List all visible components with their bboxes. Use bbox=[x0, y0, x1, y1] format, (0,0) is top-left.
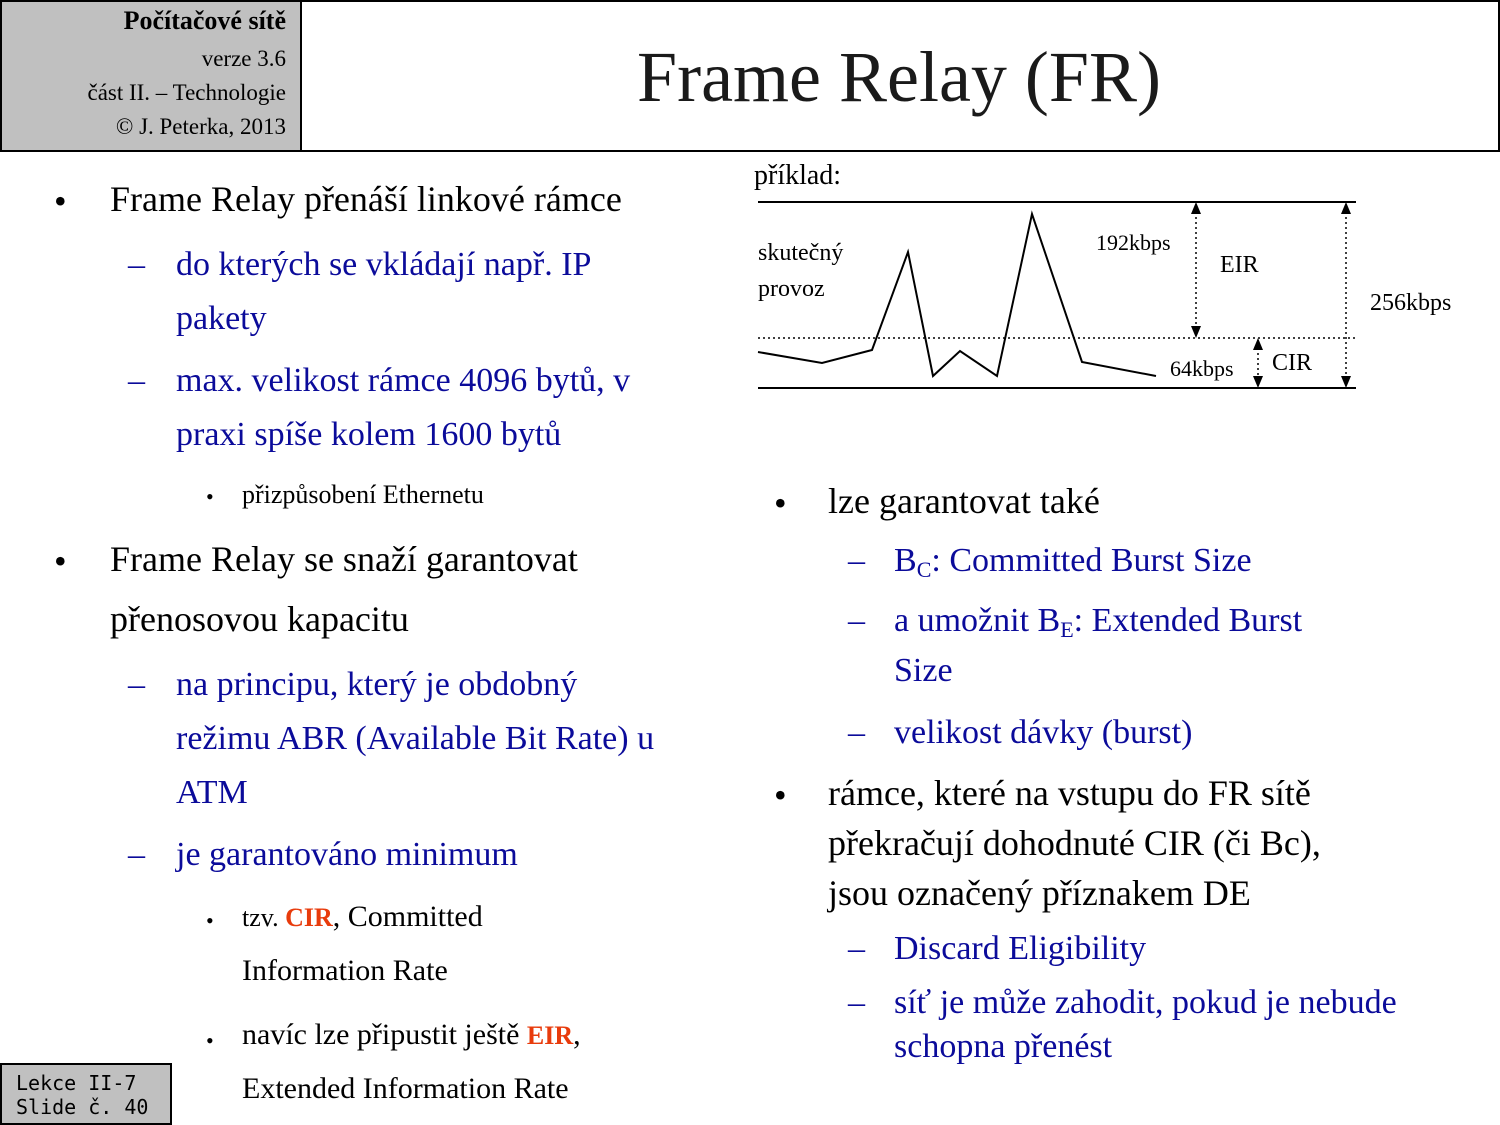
bullet-also-guarantee: lze garantovat také bbox=[828, 481, 1100, 521]
bc-subscript: C bbox=[916, 557, 932, 582]
sub-discard-eligibility: Discard Eligibility bbox=[894, 930, 1147, 967]
eir-arrow-head-up bbox=[1191, 202, 1201, 214]
bullet-dot: • bbox=[774, 775, 787, 815]
copyright-label: © J. Peterka, 2013 bbox=[115, 114, 286, 139]
label-256kbps: 256kbps bbox=[1370, 290, 1452, 316]
sub-minimum-guaranteed: je garantováno minimum bbox=[176, 836, 518, 873]
dash-marker: – bbox=[128, 836, 145, 873]
eir-suffix: , bbox=[573, 1018, 581, 1051]
be-text: : Extended Burst bbox=[1073, 602, 1303, 639]
sub-abr-principle-l1: na principu, který je obdobný bbox=[176, 666, 578, 703]
bullet-frame-relay-frames: Frame Relay přenáší linkové rámce bbox=[110, 179, 622, 219]
bullet-frames-exceed-l3: jsou označený příznakem DE bbox=[828, 873, 1251, 913]
sub-max-frame-size-l1: max. velikost rámce 4096 bytů, v bbox=[176, 362, 631, 399]
sub-abr-principle-l3: ATM bbox=[176, 774, 248, 811]
label-64kbps: 64kbps bbox=[1170, 356, 1234, 381]
dash-marker: – bbox=[848, 930, 865, 967]
slide-number: Slide č. 40 bbox=[16, 1095, 149, 1119]
bullet-dot: • bbox=[54, 181, 67, 221]
traffic-label-l2: provoz bbox=[758, 276, 825, 302]
dash-marker: – bbox=[848, 542, 865, 579]
eir-definition-l2: Extended Information Rate bbox=[242, 1072, 569, 1105]
bullet-guarantee-l2: přenosovou kapacitu bbox=[110, 599, 409, 639]
dash-marker: – bbox=[848, 714, 865, 751]
cir-prefix: tzv. bbox=[242, 903, 286, 932]
sub-network-may-discard-l2: schopna přenést bbox=[894, 1028, 1113, 1065]
bullet-frames-exceed-l1: rámce, které na vstupu do FR sítě bbox=[828, 773, 1311, 813]
small-bullet-dot: • bbox=[206, 484, 214, 509]
bc-b: B bbox=[894, 542, 917, 579]
sub-ip-packets-l2: pakety bbox=[176, 300, 267, 337]
dash-marker: – bbox=[128, 666, 145, 703]
example-label: příklad: bbox=[754, 160, 842, 191]
traffic-label-l1: skutečný bbox=[758, 240, 844, 266]
small-bullet-dot: • bbox=[206, 908, 214, 933]
bc-text: : Committed Burst Size bbox=[931, 542, 1252, 579]
course-title: Počítačové sítě bbox=[123, 6, 286, 35]
sub-extended-burst-l1 bbox=[894, 602, 1302, 640]
part-label: část II. – Technologie bbox=[87, 80, 286, 105]
bullet-frames-exceed-l2: překračují dohodnuté CIR (či Bc), bbox=[828, 823, 1321, 863]
dash-marker: – bbox=[848, 602, 865, 639]
label-192kbps: 192kbps bbox=[1096, 230, 1171, 255]
ethernet-adaptation: přizpůsobení Ethernetu bbox=[242, 480, 484, 509]
eir-prefix: navíc lze připustit ještě bbox=[242, 1018, 527, 1051]
total-arrow-head-down bbox=[1341, 376, 1351, 388]
cir-arrow-head-up bbox=[1253, 338, 1263, 350]
dash-marker: – bbox=[128, 362, 145, 399]
cir-arrow-head-down bbox=[1253, 376, 1263, 388]
bullet-guarantee-l1: Frame Relay se snaží garantovat bbox=[110, 539, 578, 579]
sub-max-frame-size-l2: praxi spíše kolem 1600 bytů bbox=[176, 416, 562, 453]
label-cir: CIR bbox=[1272, 350, 1313, 376]
sub-burst-size: velikost dávky (burst) bbox=[894, 714, 1193, 751]
sub-abr-principle-l2: režimu ABR (Available Bit Rate) u bbox=[176, 720, 655, 757]
sub-network-may-discard-l1: síť je může zahodit, pokud je nebude bbox=[894, 984, 1397, 1021]
lesson-label: Lekce II-7 bbox=[16, 1071, 137, 1095]
cir-highlight: CIR bbox=[285, 903, 333, 932]
cir-definition-l2: Information Rate bbox=[242, 954, 448, 987]
slide-footer bbox=[0, 1063, 172, 1125]
total-arrow-head-up bbox=[1341, 202, 1351, 214]
sub-extended-burst-l2: Size bbox=[894, 652, 953, 689]
dash-marker: – bbox=[848, 984, 865, 1021]
eir-arrow-head-down bbox=[1191, 326, 1201, 338]
eir-highlight: EIR bbox=[526, 1021, 574, 1050]
bullet-dot: • bbox=[774, 483, 787, 523]
sub-committed-burst-size bbox=[894, 542, 1252, 580]
label-eir: EIR bbox=[1220, 252, 1259, 278]
slide-title: Frame Relay (FR) bbox=[637, 37, 1161, 117]
small-bullet-dot: • bbox=[206, 1028, 214, 1053]
bullet-dot: • bbox=[54, 541, 67, 581]
sub-ip-packets-l1: do kterých se vkládají např. IP bbox=[176, 246, 592, 283]
be-prefix: a umožnit B bbox=[894, 602, 1061, 639]
be-subscript: E bbox=[1060, 617, 1074, 642]
version-label: verze 3.6 bbox=[201, 46, 286, 71]
cir-suffix: , Committed bbox=[332, 900, 483, 933]
dash-marker: – bbox=[128, 246, 145, 283]
